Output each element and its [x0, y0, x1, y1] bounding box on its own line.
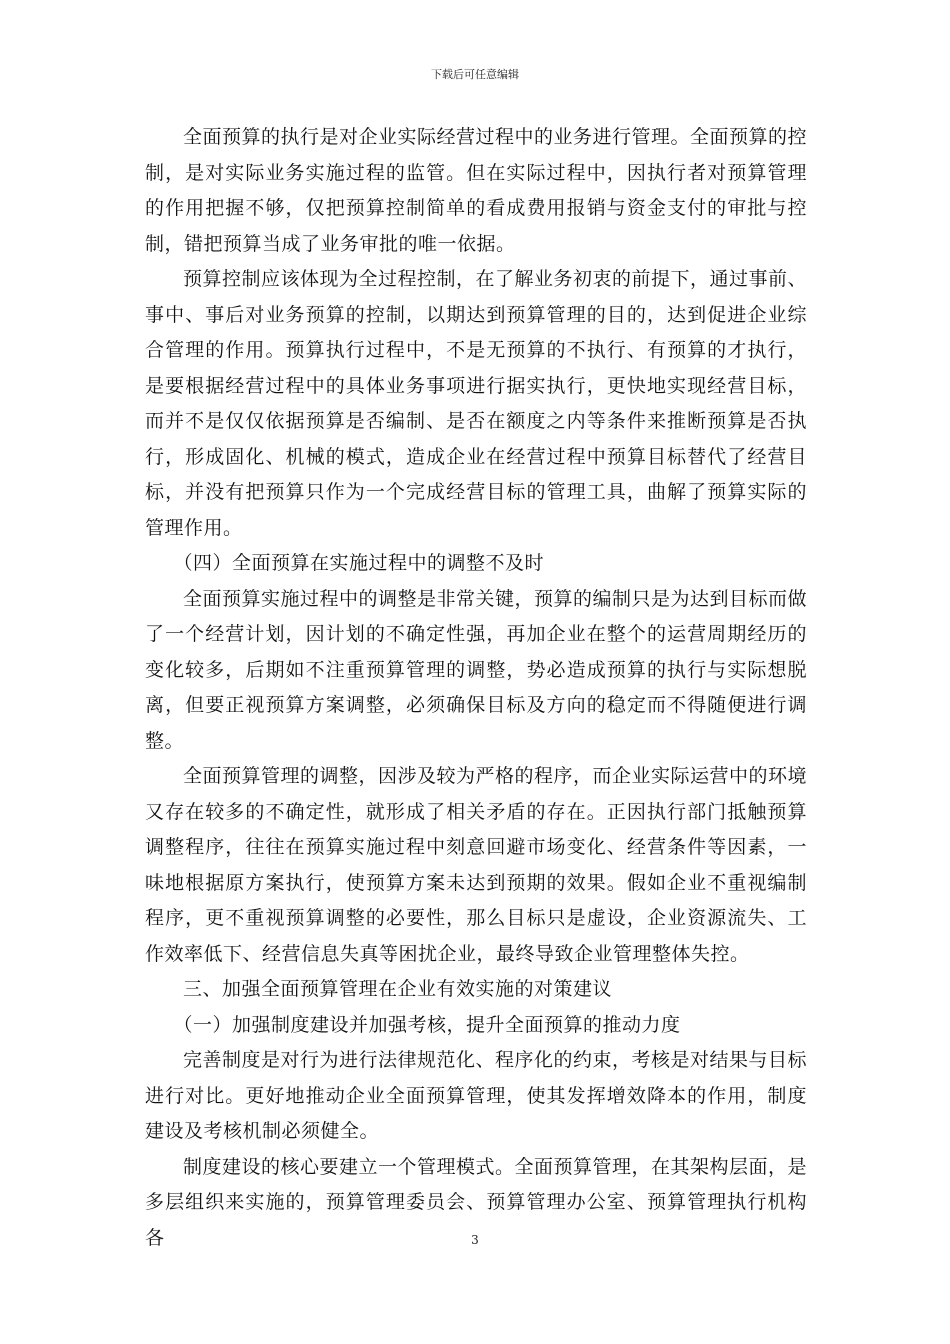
paragraph-budget-execution: 全面预算的执行是对企业实际经营过程中的业务进行管理。全面预算的控制，是对实际业务实施过程的监管。但在实际过程中，因执行者对预算管理的作用把握不够，仅把预算控制简单的看成费用报销与资金支付的审批与控制，错把预算当成了业务审批的唯一依据。 — [145, 126, 808, 255]
section-heading-4: （四）全面预算在实施过程中的调整不及时 — [173, 552, 545, 574]
paragraph-budget-adjustment: 全面预算实施过程中的调整是非常关键，预算的编制只是为达到目标而做了一个经营计划，因计划的不确定性强，再加企业在整个的运营周期经历的变化较多，后期如不注重预算管理的调整，势必造成预算的执行与实际想脱离，但要正视预算方案调整，必须确保目标及方向的稳定而不得随便进行调整。 — [145, 587, 808, 752]
page-header-note: 下载后可任意编辑 — [431, 68, 519, 81]
paragraph-budget-control: 预算控制应该体现为全过程控制，在了解业务初衷的前提下，通过事前、事中、事后对业务预算的控制，以期达到预算管理的目的，达到促进企业综合管理的作用。预算执行过程中，不是无预算的不执行、有预算的才执行，是要根据经营过程中的具体业务事项进行据实执行，更快地实现经营目标，而并不是仅仅依据预算是否编制、是否在额度之内等条件来推断预算是否执行，形成固化、机械的模式，造成企业在经营过程中预算目标替代了经营目标，并没有把预算只作为一个完成经营目标的管理工具，曲解了预算实际的管理作用。 — [145, 268, 808, 539]
page-number: 3 — [471, 1233, 479, 1247]
subsection-heading-1: （一）加强制度建设并加强考核，提升全面预算的推动力度 — [173, 1013, 681, 1036]
paragraph-system-improvement: 完善制度是对行为进行法律规范化、程序化的约束，考核是对结果与目标进行对比。更好地推动企业全面预算管理，使其发挥增效降本的作用，制度建设及考核机制必须健全。 — [145, 1049, 808, 1142]
paragraph-adjustment-procedure: 全面预算管理的调整，因涉及较为严格的程序，而企业实际运营中的环境又存在较多的不确定性，就形成了相关矛盾的存在。正因执行部门抵触预算调整程序，往往在预算实施过程中刻意回避市场变化、经营条件等因素，一味地根据原方案执行，使预算方案未达到预期的效果。假如企业不重视编制程序，更不重视预算调整的必要性，那么目标只是虚设，企业资源流失、工作效率低下、经营信息失真等困扰企业，最终导致企业管理整体失控。 — [145, 765, 808, 965]
document-body — [145, 120, 807, 1256]
paragraph-system-core: 制度建设的核心要建立一个管理模式。全面预算管理，在其架构层面，是多层组织来实施的，预算管理委员会、预算管理办公室、预算管理执行机构各 — [145, 1155, 808, 1249]
section-heading-3: 三、加强全面预算管理在企业有效实施的对策建议 — [183, 978, 613, 1000]
